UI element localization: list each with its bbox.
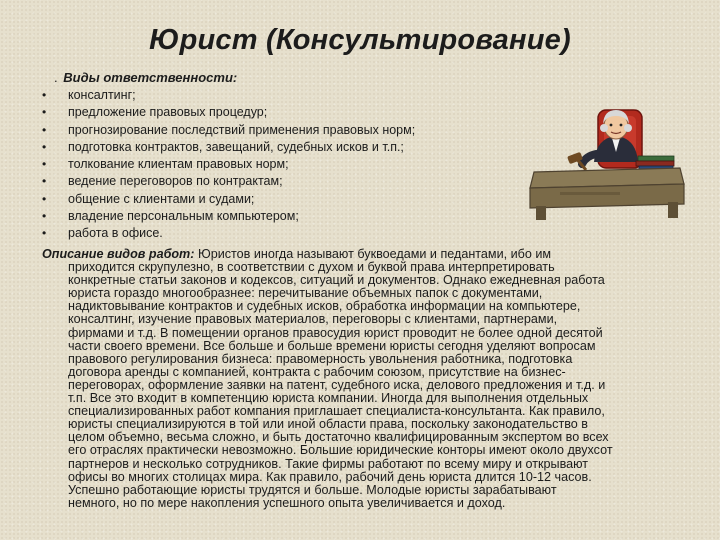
description-label: Описание видов работ:: [42, 247, 195, 261]
description-first-line: Юристов иногда называют буквоедами и педантами, ибо им: [194, 247, 552, 261]
description-line: т.п. Все это входит в компетенцию юриста компании. Иногда для выполнения отдельных: [68, 391, 589, 406]
description-line: части своего времени. Все больше и больше времени юристы сегодня уделяют вопросам: [68, 338, 596, 353]
list-item: • работа в офисе.: [42, 225, 415, 242]
page-title: Юрист (Консультирование): [149, 24, 571, 56]
description-line: партнеров и несколько сотрудников. Такие фирмы работают по всему миру и открывают: [68, 456, 589, 471]
description-line: договора аренды с компанией, контракта с рабочим союзом, присутствие на бизнес-: [68, 364, 566, 379]
list-item: • прогнозирование последствий применения правовых норм;: [42, 122, 415, 139]
description-line: правового регулирования бизнеса: правомерность увольнения работника, подготовка: [68, 351, 573, 366]
list-item: • консалтинг;: [42, 87, 415, 104]
lawyer-at-desk-icon: [520, 92, 688, 222]
responsibilities-list: [42, 87, 415, 243]
responsibilities-heading: [54, 70, 237, 85]
description-line: фирмами и т.д. В помещении органов правосудия юрист проводит не более одной десятой: [68, 325, 603, 340]
list-item: • толкование клиентам правовых норм;: [42, 156, 415, 173]
heading-text: Виды ответственности:: [63, 70, 238, 85]
work-description: [42, 248, 672, 510]
description-line: консалтинг, изучение правовых материалов, переговоры с клиентами, партнерами,: [68, 312, 558, 327]
list-item: • ведение переговоров по контрактам;: [42, 173, 415, 190]
list-item: • предложение правовых процедур;: [42, 104, 415, 121]
description-line: юриста гораздо многообразнее: перечитывание объемных папок с документами,: [68, 286, 543, 301]
description-line: целом объемно, весьма сложно, и быть достаточно квалифицированным экспертом во всех: [68, 430, 609, 445]
description-line: юристы специализируются в той или иной области права, поскольку законодательство в: [68, 417, 588, 432]
description-line: его отраслях практически невозможно. Большие юридические конторы имеют около двухсот: [68, 443, 613, 458]
list-item: • подготовка контрактов, завещаний, судебных исков и т.п.;: [42, 139, 415, 156]
list-item: • владение персональным компьютером;: [42, 208, 415, 225]
description-line: конкретные статьи законов и кодексов, ситуаций и документов. Однако ежедневная работа: [68, 273, 605, 288]
description-line: специализированных работ компания приглашает специалиста-консультанта. Как правило,: [68, 404, 605, 419]
description-line: переговорах, оформление заявки на патент, судебного иска, делового предложения и т.д. и: [68, 377, 606, 392]
description-line: приходится скрупулезно, в соответствии с духом и буквой права интерпретировать: [68, 260, 555, 275]
description-line: Успешно работающие юристы трудятся и больше. Молодые юристы зарабатывают: [68, 482, 557, 497]
heading-prefix: .: [54, 70, 58, 85]
list-item: • общение с клиентами и судами;: [42, 191, 415, 208]
description-line: офисы во многих столицах мира. Как правило, рабочий день юриста длится 10-12 часов.: [68, 469, 592, 484]
description-line: надиктовывание контрактов и судебных исков, обработка информации на компьютере,: [68, 299, 581, 314]
description-line: немного, но по мере накопления успешного опыта увеличивается и доход.: [68, 495, 506, 510]
